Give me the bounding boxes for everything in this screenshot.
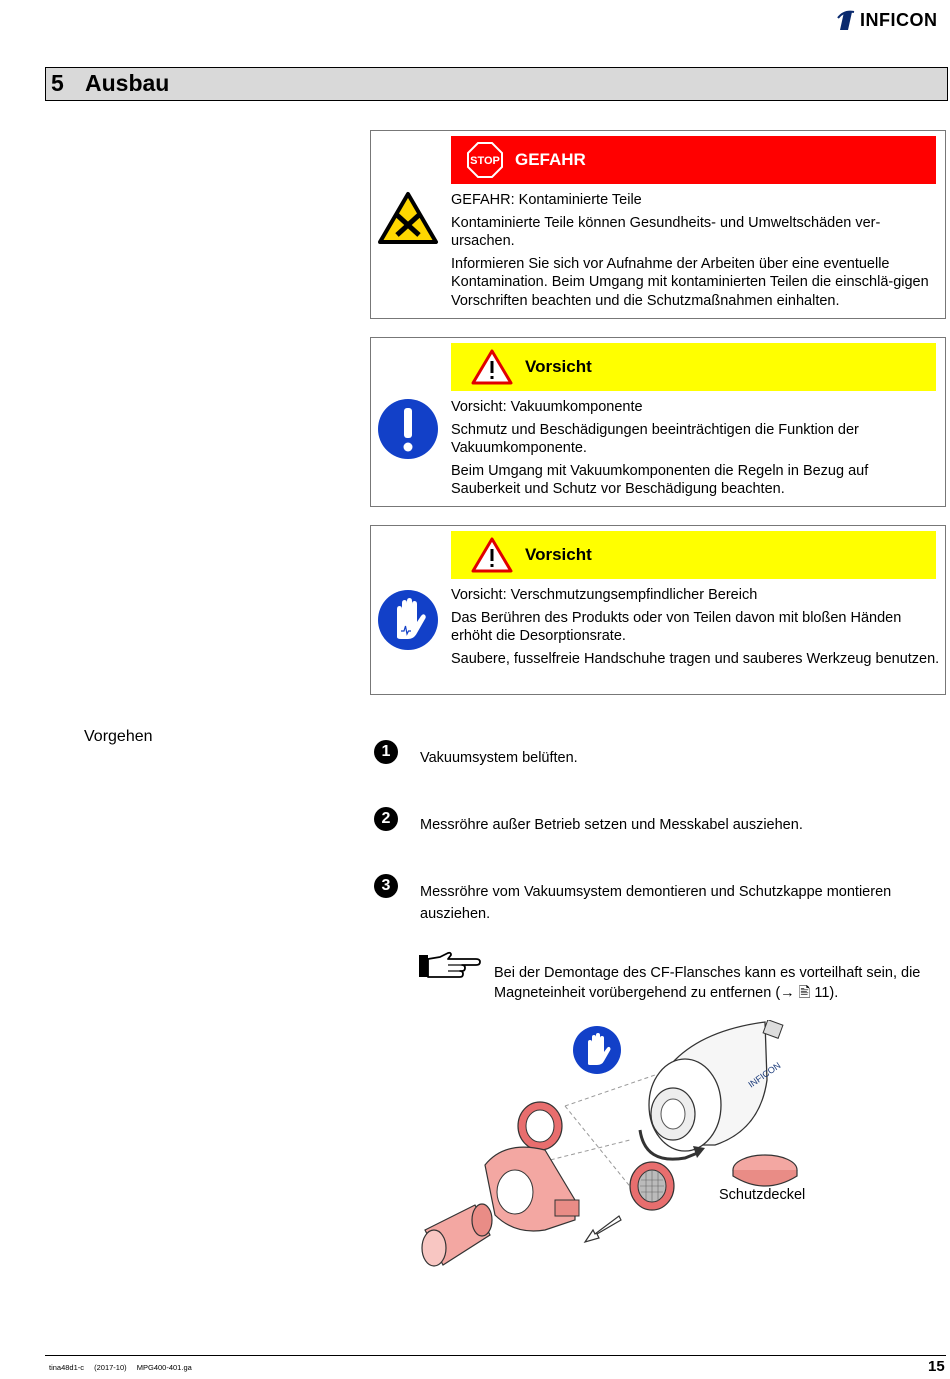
footer-date: (2017-10) — [94, 1363, 127, 1372]
procedure-label: Vorgehen — [84, 728, 153, 745]
page-number: 15 — [928, 1358, 945, 1375]
pointing-hand-icon — [418, 951, 482, 981]
step-number-3: 3 — [374, 874, 398, 898]
step-text-3: Messröhre vom Vakuumsystem demontieren und Schutzkappe montieren ausziehen. — [420, 884, 892, 922]
flange-tube — [422, 1204, 492, 1266]
caution-banner-label: Vorsicht — [525, 545, 592, 564]
gauge-device — [640, 1020, 783, 1159]
step-number-2: 2 — [374, 807, 398, 831]
protective-cap — [733, 1155, 797, 1186]
caution-text — [451, 586, 941, 672]
caution-paragraph: Saubere, fusselfreie Handschuhe tragen und sauberes Werkzeug benutzen. — [451, 650, 940, 667]
footer-file: MPG400-401.ga — [136, 1363, 192, 1372]
footer-doc-info — [49, 1363, 192, 1372]
schutzdeckel-label: Schutzdeckel — [719, 1187, 806, 1203]
direction-arrow — [585, 1216, 621, 1242]
stop-sign-icon — [467, 142, 503, 178]
caution-heading: Vorsicht: Verschmutzungsempfindlicher Bereich — [451, 587, 758, 603]
danger-banner-label: GEFAHR — [515, 150, 586, 169]
danger-notice — [370, 130, 946, 319]
chapter-number: 5 — [51, 70, 64, 96]
logo-text: INFICON — [860, 9, 938, 30]
warning-triangle-icon — [471, 349, 513, 385]
caution-banner — [451, 531, 936, 579]
footer-divider — [45, 1355, 946, 1356]
wear-gloves-icon — [377, 589, 439, 651]
danger-text — [451, 191, 941, 314]
warning-triangle-icon — [471, 537, 513, 573]
caution-notice-vacuum — [370, 337, 946, 507]
caution-paragraph: Schmutz und Beschädigungen beeinträchtigen die Funktion der Vakuumkomponente. — [451, 421, 859, 456]
harmful-substance-icon — [377, 191, 439, 245]
caution-text — [451, 398, 941, 503]
svg-text:STOP: STOP — [470, 155, 500, 167]
caution-banner-label: Vorsicht — [525, 357, 592, 376]
centering-ring-filter — [630, 1162, 674, 1210]
caution-heading: Vorsicht: Vakuumkomponente — [451, 399, 643, 415]
danger-heading: GEFAHR: Kontaminierte Teile — [451, 192, 642, 208]
caution-banner — [451, 343, 936, 391]
caution-paragraph: Beim Umgang mit Vakuumkomponenten die Regeln in Bezug auf Sauberkeit und Schutz vor Beschädigung beachten. — [451, 462, 869, 497]
footer-doc-id: tina48d1-c — [49, 1363, 85, 1372]
danger-paragraph: Kontaminierte Teile können Gesundheits- und Umweltschäden ver-ursachen. — [451, 214, 881, 249]
step-text-1: Vakuumsystem belüften. — [420, 750, 578, 766]
removal-illustration — [415, 1020, 815, 1280]
danger-paragraph: Informieren Sie sich vor Aufnahme der Arbeiten über eine eventuelle Kontamination. Beim Umgang mit kontaminierten Teilen die einschlä-gigen Vorschriften beachten und die Schutzmaßnahmen einhalten. — [451, 255, 929, 309]
danger-banner — [451, 136, 936, 184]
caution-paragraph: Das Berühren des Produkts oder von Teilen davon mit bloßen Händen erhöht die Desorptionsrate. — [451, 609, 902, 644]
wear-gloves-icon — [573, 1026, 621, 1074]
device-brand-label: INFICON — [746, 1060, 783, 1090]
inficon-logo-icon — [836, 9, 856, 31]
chapter-title: Ausbau — [85, 70, 170, 96]
inficon-logo — [836, 8, 948, 32]
seal-ring — [518, 1102, 562, 1150]
hint-text: Bei der Demontage des CF-Flansches kann es vorteilhaft sein, die Magneteinheit vorübergehend zu entfernen (→ 🖹 11). — [494, 965, 921, 1001]
step-number-1: 1 — [374, 740, 398, 764]
caution-notice-contamination — [370, 525, 946, 695]
step-text-2: Messröhre außer Betrieb setzen und Messkabel ausziehen. — [420, 817, 803, 833]
chapter-heading — [45, 67, 948, 101]
mandatory-exclamation-icon — [377, 398, 439, 460]
clamp — [485, 1147, 579, 1231]
